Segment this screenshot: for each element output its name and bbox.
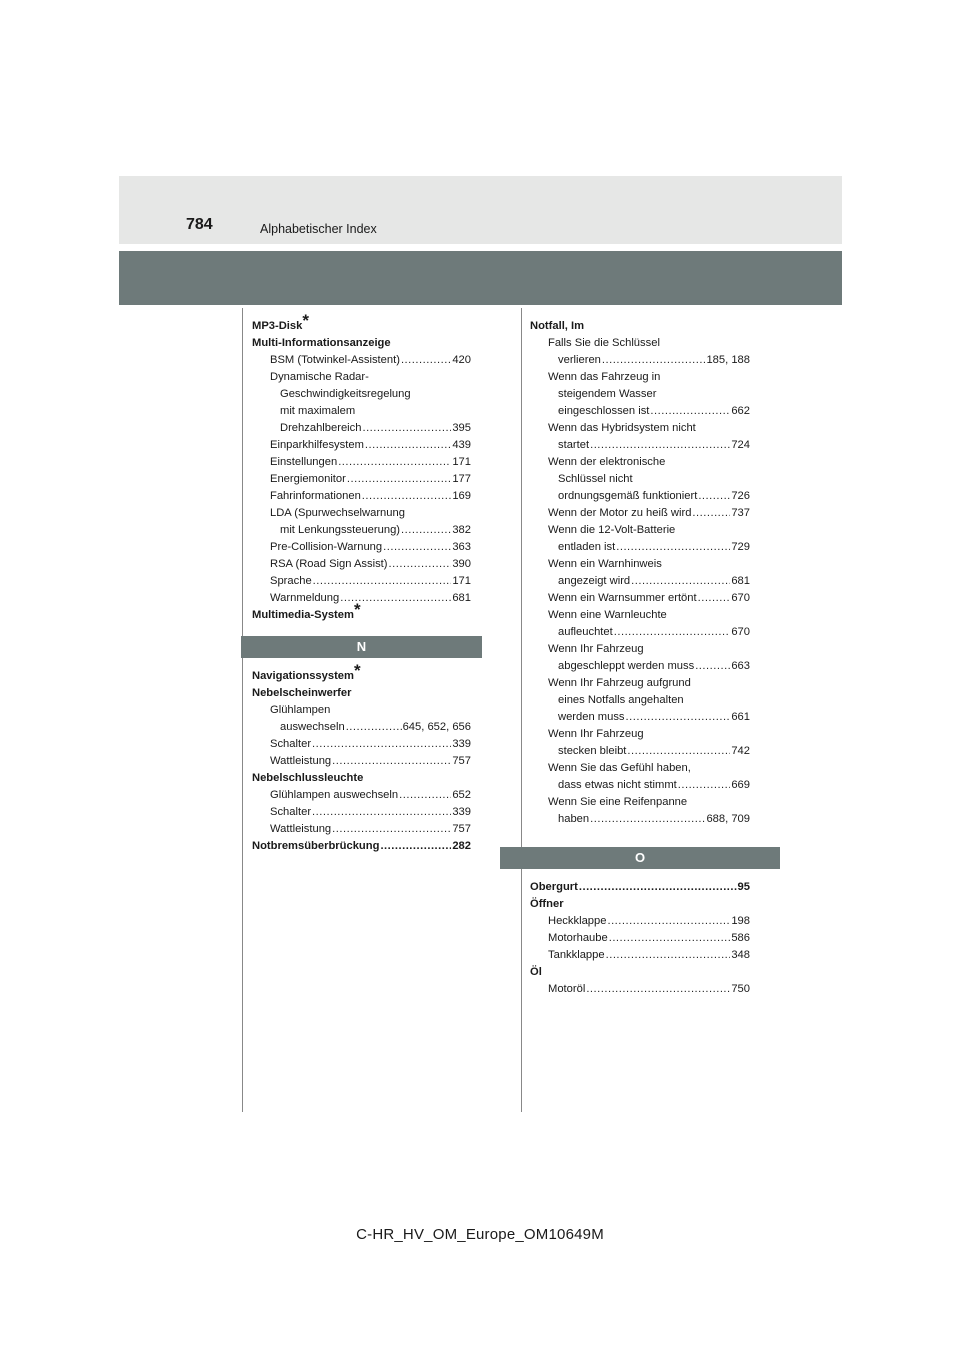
dot-leader [346, 719, 402, 736]
index-entry [530, 403, 750, 420]
index-entry [530, 675, 750, 692]
index-entry-term: eingeschlossen ist [558, 405, 650, 417]
index-entry-page: 177 [452, 473, 471, 485]
index-entry-page: 645, 652, 656 [402, 721, 471, 733]
index-entry-term: RSA (Road Sign Assist) [270, 558, 388, 570]
index-entry-term: startet [558, 439, 590, 451]
index-entry [252, 522, 471, 539]
index-entry-term: Heckklappe [548, 915, 607, 927]
index-entry-term: Obergurt [530, 881, 578, 893]
index-entry-term: verlieren [558, 354, 601, 366]
index-entry-term: Notbremsüberbrückung [252, 840, 380, 852]
index-entry-page: 348 [731, 949, 750, 961]
dot-leader [338, 454, 451, 471]
index-entry [252, 702, 471, 719]
index-entry-term: Wenn das Fahrzeug in [548, 371, 661, 383]
index-entry-page: 681 [731, 575, 750, 587]
index-entry-term: steigendem Wasser [558, 388, 657, 400]
index-entry-page: 282 [452, 840, 471, 852]
index-entry-page: 169 [452, 490, 471, 502]
index-entry [530, 760, 750, 777]
index-entry [252, 488, 471, 505]
index-entry [252, 753, 471, 770]
index-block-m [252, 311, 471, 624]
index-block-o [530, 879, 750, 998]
right-column-rule [521, 308, 522, 1112]
index-entry-page: 439 [452, 439, 471, 451]
index-entry-term: Falls Sie die Schlüssel [548, 337, 660, 349]
index-entry [252, 311, 471, 335]
dot-leader [609, 930, 731, 947]
header-dark-band [119, 251, 842, 305]
dot-leader [650, 403, 730, 420]
dot-leader [312, 736, 451, 753]
dot-leader [626, 709, 731, 726]
left-column-rule [242, 308, 243, 1112]
index-entry-term: Einstellungen [270, 456, 338, 468]
index-entry [252, 685, 471, 702]
index-entry [530, 352, 750, 369]
dot-leader [631, 573, 730, 590]
index-entry [530, 607, 750, 624]
index-entry-term: Wenn das Hybridsystem nicht [548, 422, 696, 434]
index-entry [530, 318, 750, 335]
dot-leader [389, 556, 452, 573]
dot-leader [362, 488, 452, 505]
index-entry-term: BSM (Totwinkel-Assistent) [270, 354, 400, 366]
index-entry [530, 692, 750, 709]
index-entry [530, 709, 750, 726]
index-entry [530, 794, 750, 811]
index-entry-term: Dynamische Radar- [270, 371, 369, 383]
index-block-notfall [530, 318, 750, 828]
index-entry [530, 811, 750, 828]
index-entry-term: Wenn die 12-Volt-Batterie [548, 524, 676, 536]
index-entry [252, 454, 471, 471]
index-entry-term: Schalter [270, 806, 312, 818]
dot-leader [380, 838, 451, 855]
index-entry-term: entladen ist [558, 541, 616, 553]
index-entry [252, 719, 471, 736]
footnote-star-icon: * [302, 311, 309, 330]
footnote-star-icon: * [353, 661, 361, 680]
index-entry [530, 505, 750, 522]
index-entry [530, 556, 750, 573]
index-entry-page: 363 [452, 541, 471, 553]
index-entry-term: Multimedia-System [252, 609, 354, 621]
index-entry-page: 757 [452, 823, 471, 835]
index-entry [530, 777, 750, 794]
index-entry [530, 913, 750, 930]
index-entry-term: Öffner [530, 898, 564, 910]
index-entry-term: Navigationssystem [252, 670, 354, 682]
index-column-left [252, 311, 471, 855]
index-entry [252, 573, 471, 590]
dot-leader [614, 624, 731, 641]
index-entry-term: mit maximalem [280, 405, 356, 417]
index-entry [252, 505, 471, 522]
dot-leader [313, 573, 452, 590]
index-entry-term: auswechseln [280, 721, 345, 733]
dot-leader [312, 804, 451, 821]
index-entry [252, 437, 471, 454]
index-entry-page: 669 [731, 779, 750, 791]
index-entry [252, 600, 471, 624]
index-entry-term: Wattleistung [270, 755, 332, 767]
index-entry [530, 420, 750, 437]
index-entry [252, 787, 471, 804]
dot-leader [347, 471, 451, 488]
index-entry [530, 437, 750, 454]
index-entry [530, 624, 750, 641]
dot-leader [401, 522, 451, 539]
index-entry-page: 390 [452, 558, 471, 570]
dot-leader [579, 879, 737, 896]
index-entry-page: 742 [731, 745, 750, 757]
letter-heading-o: O [500, 847, 780, 869]
index-entry [252, 471, 471, 488]
index-entry [530, 488, 750, 505]
index-entry [530, 981, 750, 998]
index-entry-page: 729 [731, 541, 750, 553]
index-entry-term: Wenn Ihr Fahrzeug [548, 643, 644, 655]
index-entry-page: 382 [452, 524, 471, 536]
index-entry-term: Motoröl [548, 983, 586, 995]
index-entry-term: angezeigt wird [558, 575, 631, 587]
index-entry-page: 198 [731, 915, 750, 927]
index-entry-term: Glühlampen auswechseln [270, 789, 399, 801]
index-entry [530, 879, 750, 896]
index-entry-term: Wenn Ihr Fahrzeug aufgrund [548, 677, 691, 689]
index-entry [530, 930, 750, 947]
index-entry [252, 403, 471, 420]
index-entry-term: Fahrinformationen [270, 490, 361, 502]
index-entry [252, 369, 471, 386]
index-entry-term: abgeschleppt werden muss [558, 660, 695, 672]
index-entry [530, 658, 750, 675]
index-entry [252, 556, 471, 573]
index-entry-term: Notfall, Im [530, 320, 585, 332]
index-entry-term: Nebelschlussleuchte [252, 772, 364, 784]
dot-leader [698, 590, 731, 607]
index-entry-term: eines Notfalls angehalten [558, 694, 684, 706]
index-entry-term: LDA (Spurwechselwarnung [270, 507, 405, 519]
index-entry [252, 352, 471, 369]
index-entry-page: 757 [452, 755, 471, 767]
index-entry-term: Schalter [270, 738, 312, 750]
index-entry-term: Motorhaube [548, 932, 608, 944]
index-entry-term: Glühlampen [270, 704, 331, 716]
dot-leader [362, 420, 451, 437]
index-entry-term: Geschwindigkeitsregelung [280, 388, 411, 400]
index-entry [252, 420, 471, 437]
dot-leader [332, 821, 451, 838]
index-entry [252, 821, 471, 838]
index-entry [530, 471, 750, 488]
index-entry-term: haben [558, 813, 590, 825]
index-entry-page: 737 [731, 507, 750, 519]
dot-leader [590, 437, 730, 454]
header-band [119, 176, 842, 244]
index-entry-page: 661 [731, 711, 750, 723]
document-code: C-HR_HV_OM_Europe_OM10649M [356, 1226, 604, 1243]
dot-leader [399, 787, 451, 804]
index-entry [252, 770, 471, 787]
index-entry [530, 641, 750, 658]
dot-leader [332, 753, 451, 770]
index-entry-page: 663 [731, 660, 750, 672]
index-entry-page: 670 [731, 592, 750, 604]
index-entry [530, 947, 750, 964]
index-entry-page: 750 [731, 983, 750, 995]
index-column-right [530, 318, 750, 998]
index-entry [530, 335, 750, 352]
index-entry-page: 339 [452, 738, 471, 750]
dot-leader [698, 488, 730, 505]
index-entry [252, 539, 471, 556]
index-entry-page: 688, 709 [706, 813, 750, 825]
dot-leader [365, 437, 451, 454]
index-entry [530, 369, 750, 386]
index-entry-page: 171 [452, 456, 471, 468]
index-entry [252, 661, 471, 685]
index-entry-term: Warnmeldung [270, 592, 340, 604]
index-entry [530, 896, 750, 913]
dot-leader [401, 352, 451, 369]
index-entry-term: Wenn Sie eine Reifenpanne [548, 796, 688, 808]
index-entry-term: Einparkhilfesystem [270, 439, 364, 451]
dot-leader [607, 913, 730, 930]
index-entry [530, 386, 750, 403]
index-entry-term: Drehzahlbereich [280, 422, 362, 434]
index-entry-page: 395 [452, 422, 471, 434]
index-entry [252, 838, 471, 855]
index-entry [530, 454, 750, 471]
index-entry-term: ordnungsgemäß funktioniert [558, 490, 698, 502]
index-entry-page: 339 [452, 806, 471, 818]
index-entry-page: 662 [731, 405, 750, 417]
index-entry [252, 335, 471, 352]
index-entry-term: werden muss [558, 711, 625, 723]
page-number: 784 [186, 216, 213, 233]
index-entry [530, 573, 750, 590]
index-entry-term: Öl [530, 966, 542, 978]
index-entry [530, 743, 750, 760]
index-entry-term: Pre-Collision-Warnung [270, 541, 383, 553]
index-entry [530, 726, 750, 743]
dot-leader [586, 981, 730, 998]
index-entry-term: Wenn Ihr Fahrzeug [548, 728, 644, 740]
index-entry-page: 652 [452, 789, 471, 801]
dot-leader [678, 777, 731, 794]
index-entry-term: MP3-Disk [252, 320, 303, 332]
index-entry-term: Tankklappe [548, 949, 605, 961]
index-entry-term: Sprache [270, 575, 312, 587]
index-entry-term: Energiemonitor [270, 473, 346, 485]
index-entry-page: 681 [452, 592, 471, 604]
index-entry-term: Wenn der Motor zu heiß wird [548, 507, 692, 519]
index-entry-term: Wenn Sie das Gefühl haben, [548, 762, 691, 774]
index-entry [252, 804, 471, 821]
index-entry [252, 386, 471, 403]
dot-leader [627, 743, 730, 760]
dot-leader [383, 539, 451, 556]
index-block-n [252, 661, 471, 855]
index-entry-page: 95 [737, 881, 750, 893]
index-entry-term: aufleuchtet [558, 626, 613, 638]
index-entry-term: Wenn ein Warnhinweis [548, 558, 662, 570]
index-entry-page: 185, 188 [706, 354, 750, 366]
dot-leader [695, 658, 730, 675]
dot-leader [616, 539, 730, 556]
index-entry-term: Wattleistung [270, 823, 332, 835]
index-entry-page: 420 [452, 354, 471, 366]
index-entry [252, 736, 471, 753]
index-entry-term: Nebelscheinwerfer [252, 687, 352, 699]
index-entry-term: Wenn ein Warnsummer ertönt [548, 592, 697, 604]
index-entry [530, 539, 750, 556]
index-entry-term: Schlüssel nicht [558, 473, 633, 485]
letter-heading-n: N [241, 636, 482, 658]
index-entry-page: 171 [452, 575, 471, 587]
index-entry [530, 522, 750, 539]
index-entry-page: 670 [731, 626, 750, 638]
index-entry-page: 586 [731, 932, 750, 944]
index-entry [530, 964, 750, 981]
index-entry-term: mit Lenkungssteuerung) [280, 524, 401, 536]
index-entry-page: 726 [731, 490, 750, 502]
dot-leader [606, 947, 731, 964]
index-entry-term: dass etwas nicht stimmt [558, 779, 677, 791]
index-entry-term: Wenn eine Warnleuchte [548, 609, 667, 621]
section-title: Alphabetischer Index [260, 222, 377, 236]
dot-leader [692, 505, 730, 522]
footnote-star-icon: * [353, 600, 361, 619]
index-entry-term: stecken bleibt [558, 745, 627, 757]
index-entry-term: Multi-Informationsanzeige [252, 337, 391, 349]
index-entry-term: Wenn der elektronische [548, 456, 666, 468]
dot-leader [602, 352, 706, 369]
dot-leader [590, 811, 705, 828]
index-entry [530, 590, 750, 607]
index-entry [252, 590, 471, 607]
index-entry-page: 724 [731, 439, 750, 451]
